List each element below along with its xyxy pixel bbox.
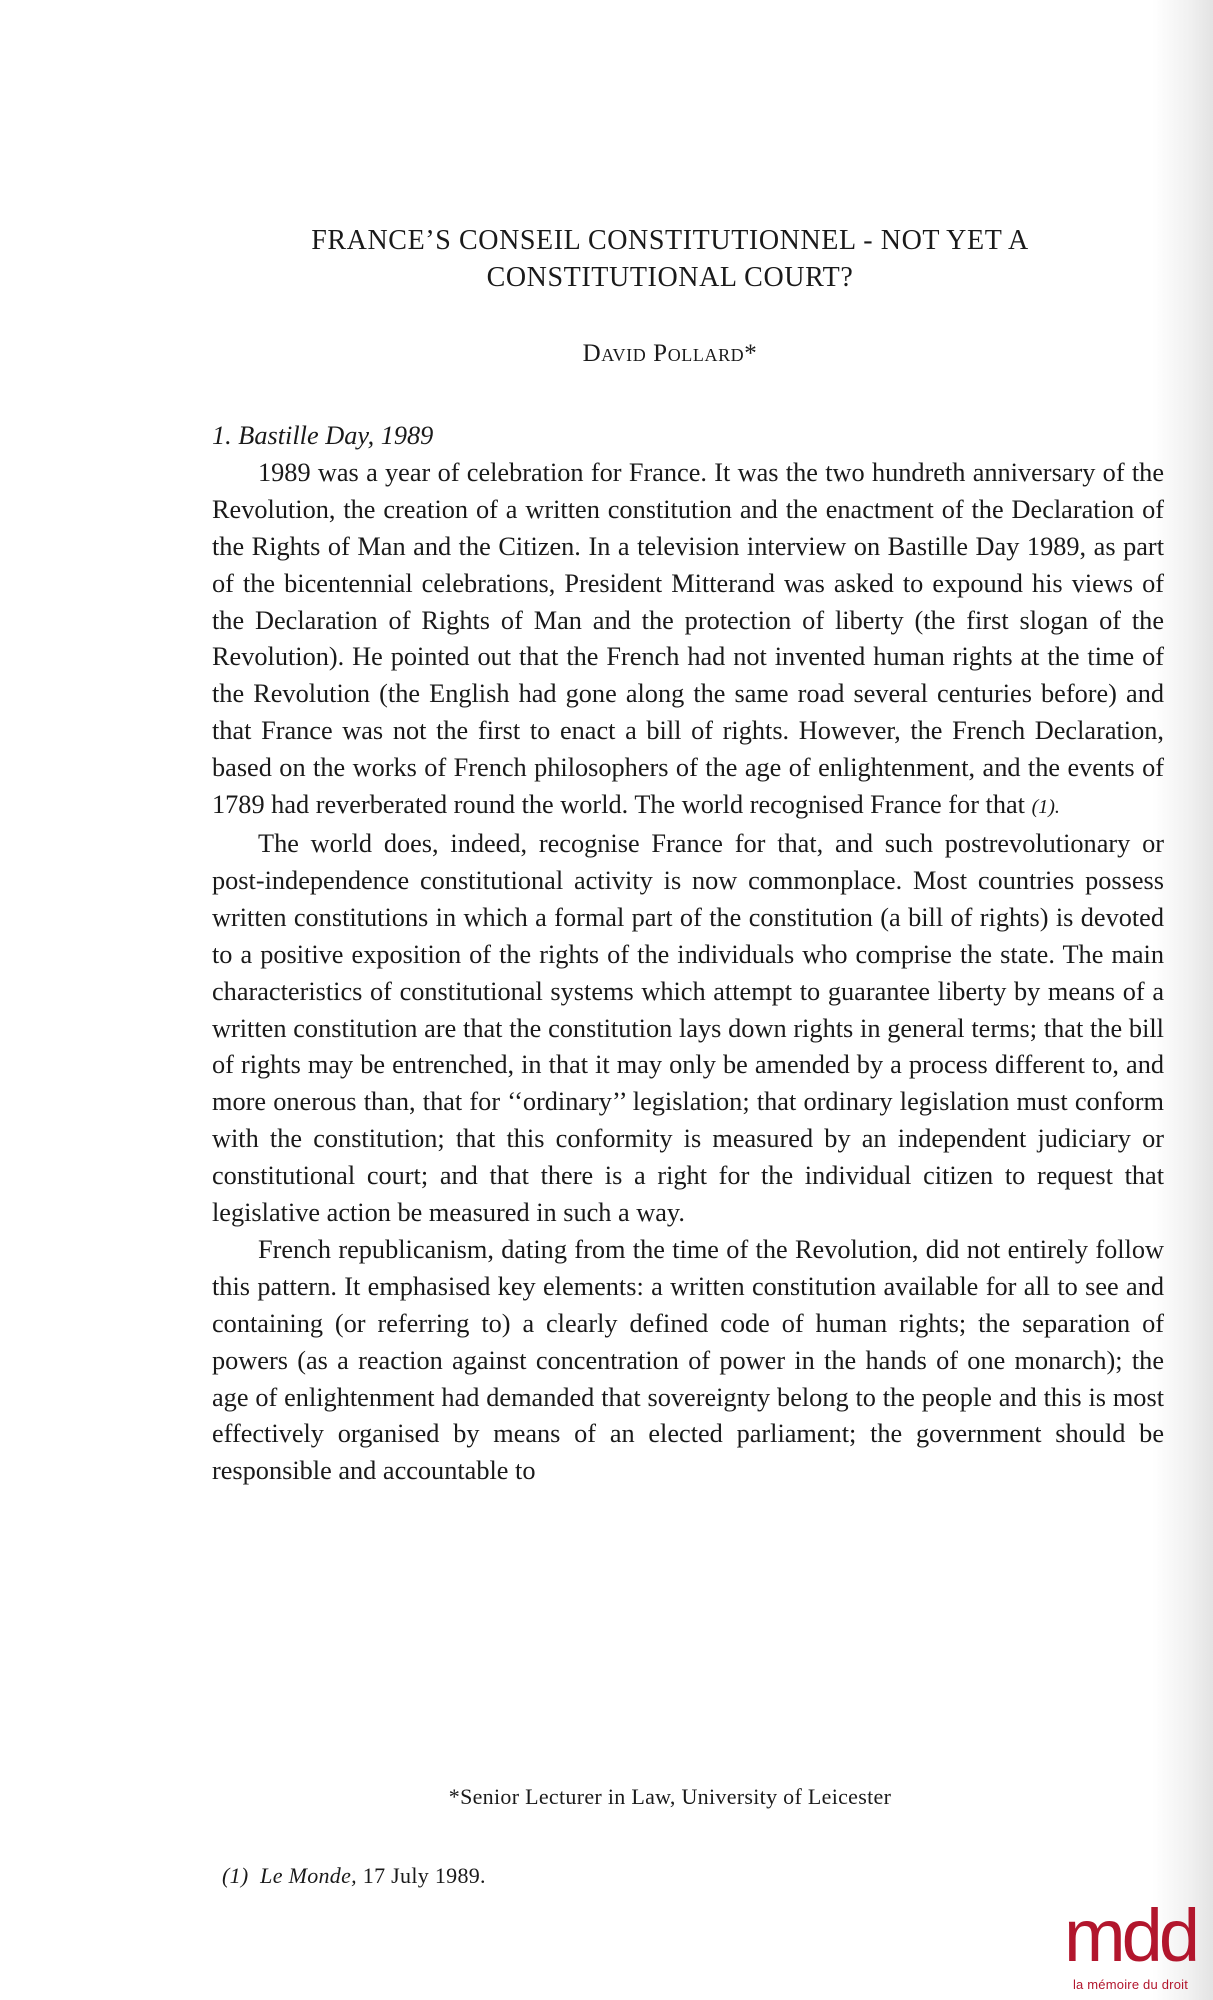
- mdd-logo-letters: mdd: [1064, 1895, 1196, 1977]
- footnote-reference[interactable]: (1).: [1031, 796, 1060, 819]
- article-body: [212, 418, 1164, 1490]
- author-name: David Pollard*: [582, 340, 758, 367]
- author-affiliation: *Senior Lecturer in Law, University of Leicester: [448, 1784, 892, 1809]
- logo-caption: la mémoire du droit: [1072, 1977, 1189, 1992]
- paragraph-1: [212, 455, 1164, 826]
- footnote-date: 17 July 1989.: [362, 1863, 486, 1888]
- footnote-number: (1): [222, 1863, 249, 1888]
- section-heading: 1. Bastille Day, 1989: [212, 421, 434, 450]
- footnote: [222, 1863, 486, 1889]
- title-line-1: FRANCE’S CONSEIL CONSTITUTIONNEL - NOT YET A: [311, 225, 1029, 256]
- footnote-source: Le Monde,: [260, 1863, 357, 1888]
- article-title: [200, 222, 1140, 296]
- paragraph-3: French republicanism, dating from the time of the Revolution, did not entirely follow this pattern. It emphasised key elements: a written constitution available for all to see and containing (or referring to) a clearly defined code of human rights; the separation of powers (as a reaction against concentration of power in the hands of one monarch); the age of enlightenment had demanded that sovereignty belong to the people and this is most effectively organised by means of an elected parliament; the government should be responsible and accountable to: [212, 1234, 1164, 1486]
- paragraph-2: The world does, indeed, recognise France for that, and such postrevolutionary or post-independence constitutional activity is now commonplace. Most countries possess written constitutions in which a formal part of the constitution (a bill of rights) is devoted to a positive exposition of the rights of the individuals who comprise the state. The main characteristics of constitutional systems which attempt to guarantee liberty by means of a written constitution are that the constitution lays down rights in general terms; that the bill of rights may be entrenched, in that it may only be amended by a process different to, and more onerous than, that for ‘‘ordinary’’ legislation; that ordinary legislation must conform with the constitution; that this conformity is measured by an independent judiciary or constitutional court; and that there is a right for the individual citizen to request that legislative action be measured in such a way.: [212, 828, 1164, 1228]
- paragraph-1-text: 1989 was a year of celebration for France. It was the two hundreth anniversary of the Revolution, the creation of a written constitution and the enactment of the Declaration of the Rights of Man and the Citizen. In a television interview on Bastille Day 1989, as part of the bicentennial celebrations, President Mitterand was asked to expound his views of the Declaration of Rights of Man and the protection of liberty (the first slogan of the Revolution). He pointed out that the French had not invented human rights at the time of the Revolution (the English had gone along the same road several centuries before) and that France was not the first to enact a bill of rights. However, the French Declaration, based on the works of French philosophers of the age of enlightenment, and the events of 1789 had reverberated round the world. The world recognised France for that: [212, 457, 1164, 820]
- title-line-2: CONSTITUTIONAL COURT?: [486, 262, 854, 293]
